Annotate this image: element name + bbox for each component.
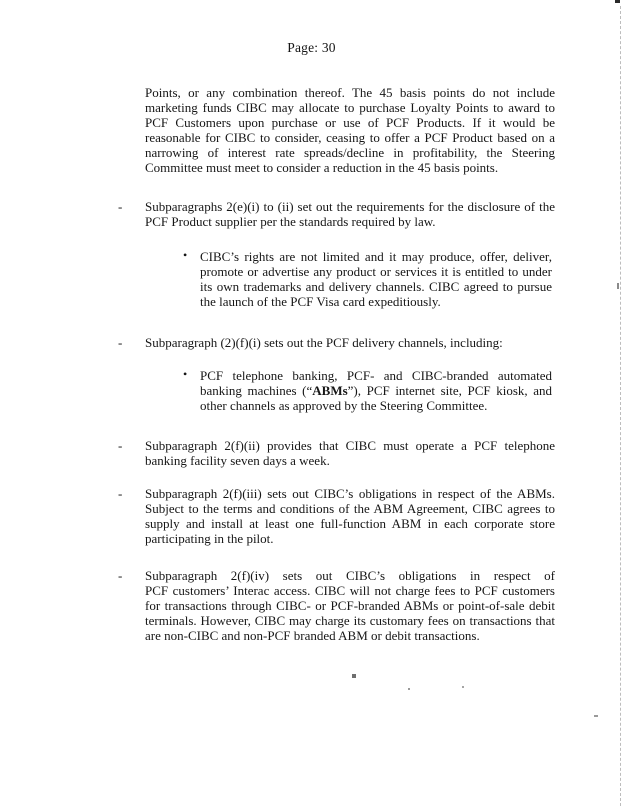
dash-marker: - [118,486,123,501]
list-item-text: Subparagraph 2(f)(iii) sets out CIBC’s obligations in respect of the ABMs. Subject to the terms and conditions of the ABM Agreement, CIBC agrees to supply and install at least one full-function ABM in each corporate store participating in the pilot. [145,486,555,546]
dash-marker: - [118,568,123,583]
page-content [118,85,555,643]
list-item-text: Subparagraphs 2(e)(i) to (ii) set out the requirements for the disclosure of the PCF Product supplier per the standards required by law. [145,199,555,229]
bullet-marker: • [183,367,188,381]
intro-paragraph: Points, or any combination thereof. The 45 basis points do not include marketing funds CIBC may allocate to purchase Loyalty Points to award to PCF Customers upon purchase or use of PCF Products. If it would be reasonable for CIBC to consider, ceasing to offer a PCF Product based on a narrowing of interest rate spreads/decline in profitability, the Steering Committee must meet to consider a reduction in the 45 basis points. [145,85,555,175]
list-item-dash-4 [118,486,555,546]
list-item-dash-2 [118,335,555,350]
list-item-bullet-1 [183,248,552,309]
list-item-text: Subparagraph (2)(f)(i) sets out the PCF delivery channels, including: [145,335,503,350]
dash-marker: - [118,438,123,453]
scan-artifact [352,674,356,678]
scan-artifact [462,686,464,688]
list-item-dash-5 [118,568,555,643]
bullet-text-before: PCF telephone banking, PCF- and CIBC-branded automated banking machines (“ [200,368,552,398]
dash-marker: - [118,199,123,214]
scan-artifact [594,715,598,717]
scan-artifact [615,0,620,3]
scan-artifact [617,283,619,289]
scan-artifact [408,688,410,690]
dash-marker: - [118,335,123,350]
bold-term-abms: ABMs [312,383,348,398]
list-item-dash-1 [118,199,555,229]
list-item-bullet-2 [183,367,553,413]
bullet-marker: • [183,248,188,262]
list-item-text [200,368,552,413]
list-item-text: Subparagraph 2(f)(ii) provides that CIBC must operate a PCF telephone banking facility seven days a week. [145,438,555,468]
list-item-text: Subparagraph 2(f)(iv) sets out CIBC’s obligations in respect of PCF customers’ Interac access. CIBC will not charge fees to PCF customers for transactions through CIBC- or PCF-branded ABMs or point-of-sale debit terminals. However, CIBC may charge its customary fees on transactions that are non-CIBC and non-PCF branded ABM or debit transactions. [145,568,555,643]
scan-edge-dashed-line [620,6,621,806]
list-item-dash-3 [118,438,555,468]
page-number-header: Page: 30 [287,40,336,55]
list-item-text: CIBC’s rights are not limited and it may produce, offer, deliver, promote or advertise any product or services it is entitled to under its own trademarks and delivery channels. CIBC agreed to pursue the launch of the PCF Visa card expeditiously. [200,249,552,309]
bullet-text-after: ”), PCF internet site, PCF kiosk, and other channels as approved by the Steering Committee. [200,383,553,413]
